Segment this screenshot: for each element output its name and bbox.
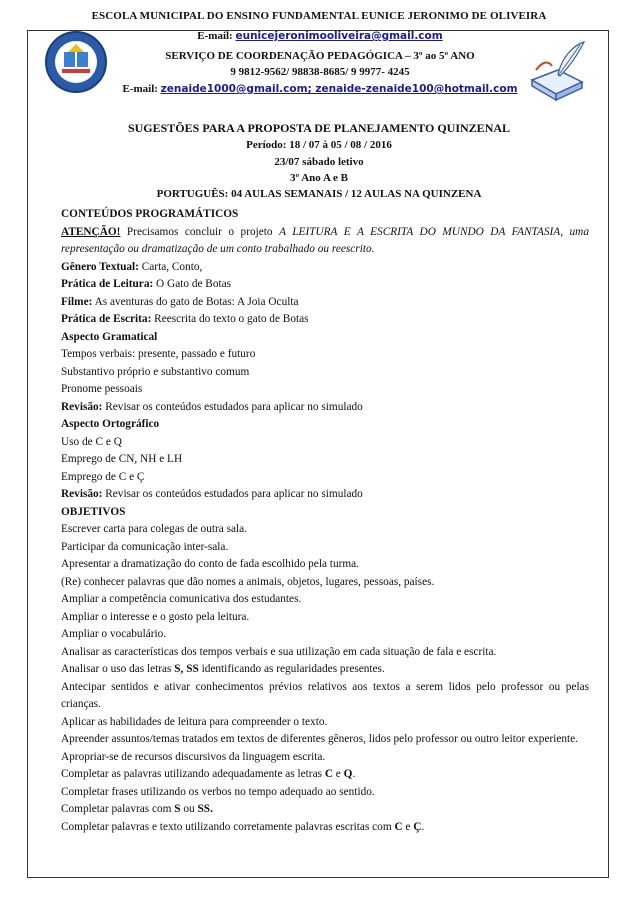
objective-item: Ampliar o vocabulário.	[61, 628, 167, 640]
leitura-label: Prática de Leitura:	[61, 278, 154, 290]
objetivos-heading: OBJETIVOS	[61, 505, 126, 518]
filme-line	[61, 294, 589, 312]
objective-item: Completar frases utilizando os verbos no tempo adequado ao sentido.	[61, 785, 375, 798]
grade: 3º Ano A e B	[289, 172, 349, 184]
list-item: Substantivo próprio e substantivo comum	[61, 365, 250, 378]
email-label: E-mail:	[197, 30, 233, 42]
school-logo-icon	[44, 30, 108, 94]
atencao-text: Precisamos concluir o projeto	[120, 225, 280, 238]
subject-line: PORTUGUÊS: 04 AULAS SEMANAIS / 12 AULAS NA QUINZENA	[156, 188, 482, 200]
obj-final-e: e	[402, 820, 414, 833]
atencao-project: A LEITURA E A ESCRITA DO MUNDO DA FANTASIA, uma representação ou dramatização de um conto trabalhado ou reescrito.	[61, 225, 589, 255]
email2-line	[120, 83, 520, 95]
atencao-paragraph	[61, 224, 589, 259]
escrita-value: Reescrita do texto o gato de Botas	[151, 313, 309, 325]
obj-sss-s: S	[174, 803, 181, 815]
filme-value: As aventuras do gato de Botas: A Joia Oculta	[92, 295, 299, 308]
revisao-label: Revisão:	[61, 488, 103, 500]
objective-item: Ampliar a competência comunicativa dos estudantes.	[61, 593, 302, 605]
obj-cq-c: C	[324, 768, 333, 780]
objective-item: Participar da comunicação inter-sala.	[61, 540, 229, 553]
list-item: Pronome pessoais	[61, 383, 143, 395]
obj-letras-post: identificando as regularidades presentes.	[198, 663, 385, 675]
obj-final-end: .	[421, 820, 425, 833]
objective-item: Ampliar o interesse e o gosto pela leitura.	[61, 610, 250, 623]
objective-item	[61, 766, 589, 784]
email2-link[interactable]: zenaide1000@gmail.com; zenaide-zenaide100@hotmail.com	[160, 83, 518, 95]
list-item: Emprego de CN, NH e LH	[61, 453, 183, 465]
obj-cq-q: Q	[343, 768, 353, 780]
revisao-value: Revisar os conteúdos estudados para aplicar no simulado	[102, 400, 363, 413]
objective-item: Antecipar sentidos e ativar conhecimentos prévios relativos aos textos a serem lidos pelo professor ou pelas crianças.	[61, 680, 589, 710]
email-line	[120, 30, 520, 42]
genero-value: Carta, Conto,	[138, 260, 203, 273]
objective-item: Escrever carta para colegas de outra sala.	[61, 523, 247, 535]
obj-sss-ss: SS.	[197, 803, 213, 815]
objective-item: Apresentar a dramatização do conto de fada escolhido pela turma.	[61, 558, 359, 570]
objective-item	[61, 819, 589, 837]
ortografico-heading: Aspecto Ortográfico	[61, 418, 160, 430]
obj-final-pre: Completar palavras e texto utilizando corretamente palavras escritas com	[61, 820, 395, 833]
leitura-line	[61, 276, 589, 294]
escrita-label: Prática de Escrita:	[61, 313, 152, 325]
objective-item: Apreender assuntos/temas tratados em textos de diferentes gêneros, lidos pelo professor ou outro leitor experiente.	[61, 733, 578, 745]
objective-item: Analisar as características dos tempos verbais e sua utilização em cada situação de fala e escrita.	[61, 645, 497, 658]
revisao-line	[61, 486, 589, 504]
obj-letras-bold: S, SS	[174, 663, 199, 675]
objective-item: Apropriar-se de recursos discursivos da linguagem escrita.	[61, 750, 326, 763]
objective-item	[61, 801, 589, 819]
obj-letras-pre: Analisar o uso das letras	[61, 663, 175, 675]
leitura-value: O Gato de Botas	[153, 278, 232, 290]
objective-item: (Re) conhecer palavras que dão nomes a animais, objetos, lugares, pessoas, países.	[61, 575, 435, 588]
obj-cq-pre: Completar as palavras utilizando adequadamente as letras	[61, 768, 325, 780]
revisao-label: Revisão:	[61, 400, 103, 413]
email2-label: E-mail:	[122, 83, 158, 95]
atencao-label: ATENÇÃO!	[61, 225, 121, 238]
obj-sss-pre: Completar palavras com	[61, 803, 175, 815]
genero-label: Gênero Textual:	[61, 260, 139, 273]
obj-cq-e: e	[332, 768, 344, 780]
objective-item	[61, 661, 589, 679]
service-line: SERVIÇO DE COORDENAÇÃO PEDAGÓGICA – 3º ao 5º ANO	[165, 50, 475, 62]
conteudos-heading: CONTEÚDOS PROGRAMÁTICOS	[61, 208, 239, 220]
revisao-line	[61, 399, 589, 417]
phones-line: 9 9812-9562/ 98838-8685/ 9 9977- 4245	[230, 66, 410, 78]
book-quill-icon	[528, 40, 586, 108]
period: Período: 18 / 07 à 05 / 08 / 2016	[246, 139, 392, 151]
escrita-line	[61, 311, 589, 329]
obj-final-cc: Ç	[413, 820, 422, 833]
list-item: Emprego de C e Ç	[61, 470, 145, 483]
list-item: Uso de C e Q	[61, 435, 122, 448]
genero-line	[61, 259, 589, 277]
email-link[interactable]: eunicejeronimooliveira@gmail.com	[235, 30, 443, 42]
objective-item: Aplicar as habilidades de leitura para compreender o texto.	[61, 715, 328, 728]
obj-sss-ou: ou	[180, 803, 198, 815]
gramatical-heading: Aspecto Gramatical	[61, 330, 158, 343]
saturday-note: 23/07 sábado letivo	[274, 156, 364, 168]
content	[61, 206, 589, 836]
obj-cq-end: .	[352, 768, 356, 780]
obj-final-c: C	[394, 820, 403, 833]
school-name: ESCOLA MUNICIPAL DO ENSINO FUNDAMENTAL EUNICE JERONIMO DE OLIVEIRA	[91, 10, 547, 22]
document-title: SUGESTÕES PARA A PROPOSTA DE PLANEJAMENTO QUINZENAL	[127, 121, 511, 135]
list-item: Tempos verbais: presente, passado e futuro	[61, 348, 256, 360]
filme-label: Filme:	[61, 295, 93, 308]
revisao-value: Revisar os conteúdos estudados para aplicar no simulado	[102, 488, 363, 500]
